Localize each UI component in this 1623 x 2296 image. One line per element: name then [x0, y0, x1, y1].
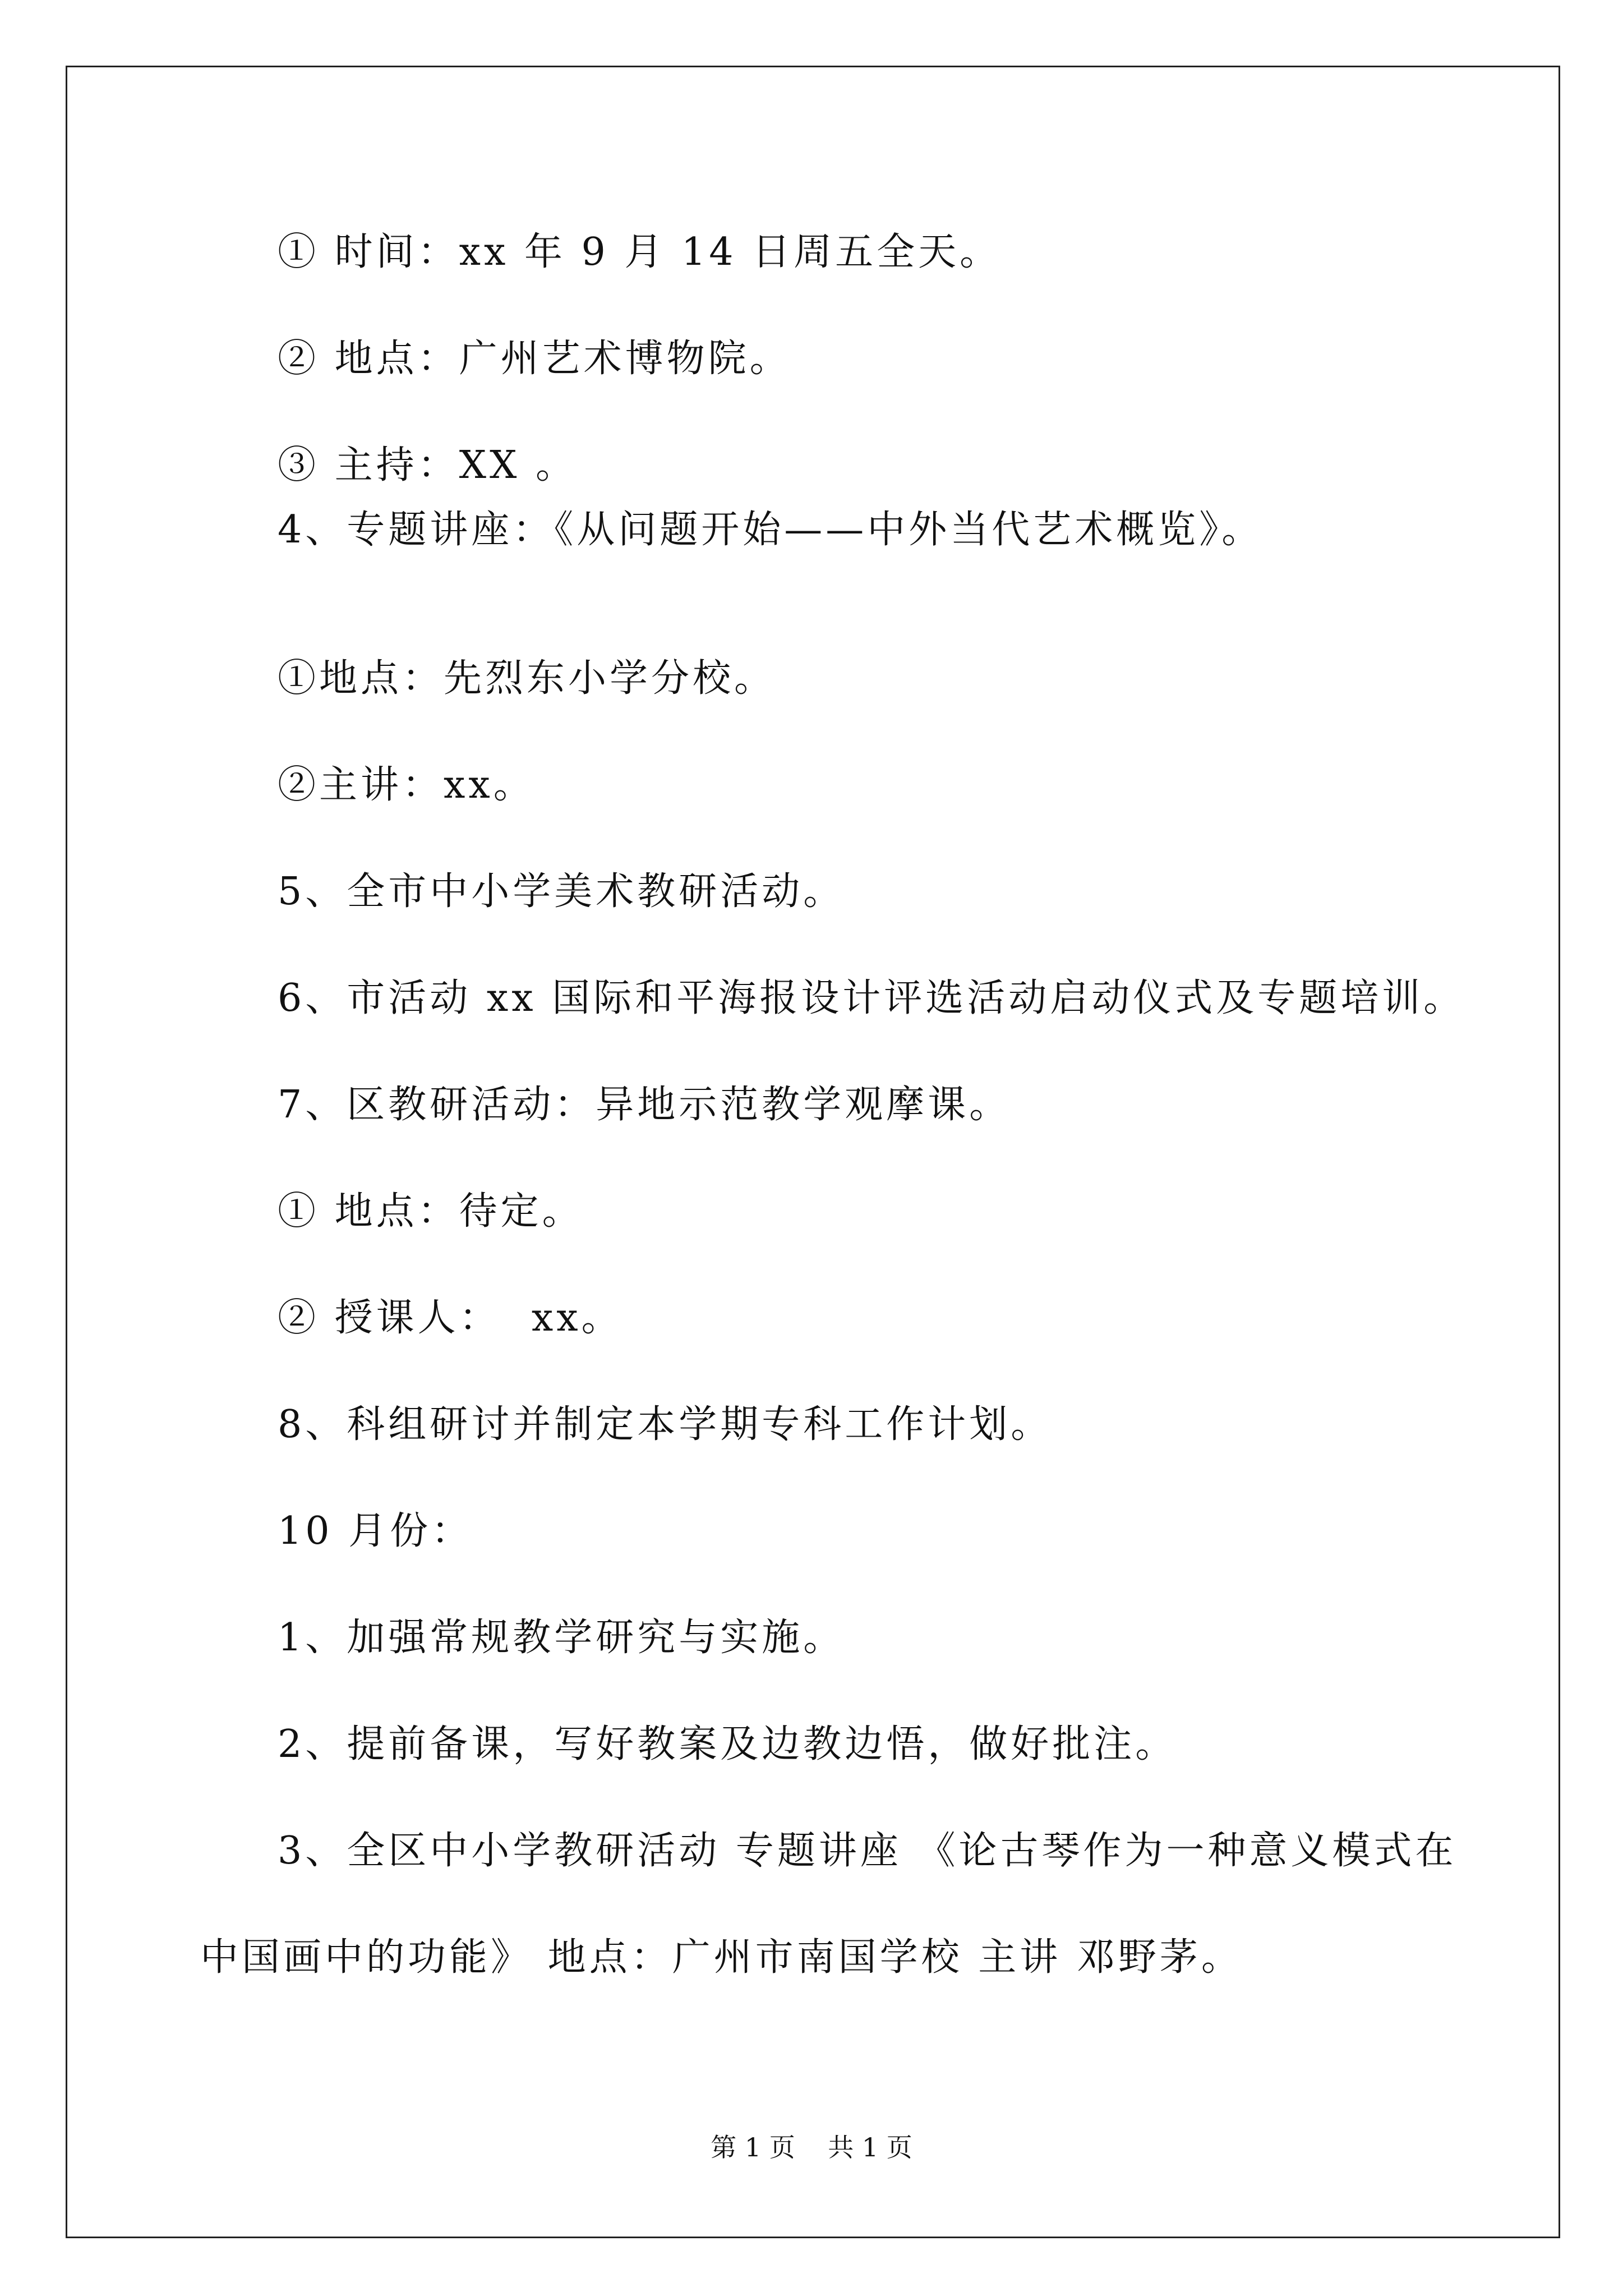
line-6: ②主讲：xx。 — [278, 763, 535, 807]
line-9: 7、区教研活动：异地示范教学观摩课。 — [278, 1083, 1011, 1127]
line-7: 5、全市中小学美术教研活动。 — [278, 869, 845, 914]
page-number-footer: 第 1 页 共 1 页 — [711, 2132, 912, 2162]
line-12: 8、科组研讨并制定本学期专科工作计划。 — [278, 1402, 1053, 1447]
line-11: ② 授课人： xx。 — [278, 1296, 623, 1340]
line-2: ② 地点：广州艺术博物院。 — [278, 337, 791, 381]
line-1: ① 时间：xx 年 9 月 14 日周五全天。 — [278, 230, 1002, 274]
line-4: 4、专题讲座：《从问题开始——中外当代艺术概览》。 — [278, 508, 1264, 552]
line-16: 3、全区中小学教研活动 专题讲座 《论古琴作为一种意义模式在 — [278, 1829, 1457, 1873]
line-14: 1、加强常规教学研究与实施。 — [278, 1616, 845, 1660]
line-15: 2、提前备课，写好教案及边教边悟，做好批注。 — [278, 1722, 1177, 1766]
line-3: ③ 主持：XX 。 — [278, 443, 578, 487]
line-8: 6、市活动 xx 国际和平海报设计评选活动启动仪式及专题培训。 — [278, 976, 1465, 1020]
page-border — [66, 66, 1560, 2238]
line-13: 10 月份： — [278, 1509, 473, 1553]
line-17: 中国画中的功能》 地点：广州市南国学校 主讲 邓野茅。 — [200, 1935, 1243, 1980]
line-10: ① 地点：待定。 — [278, 1189, 584, 1234]
line-5: ①地点：先烈东小学分校。 — [278, 656, 776, 701]
